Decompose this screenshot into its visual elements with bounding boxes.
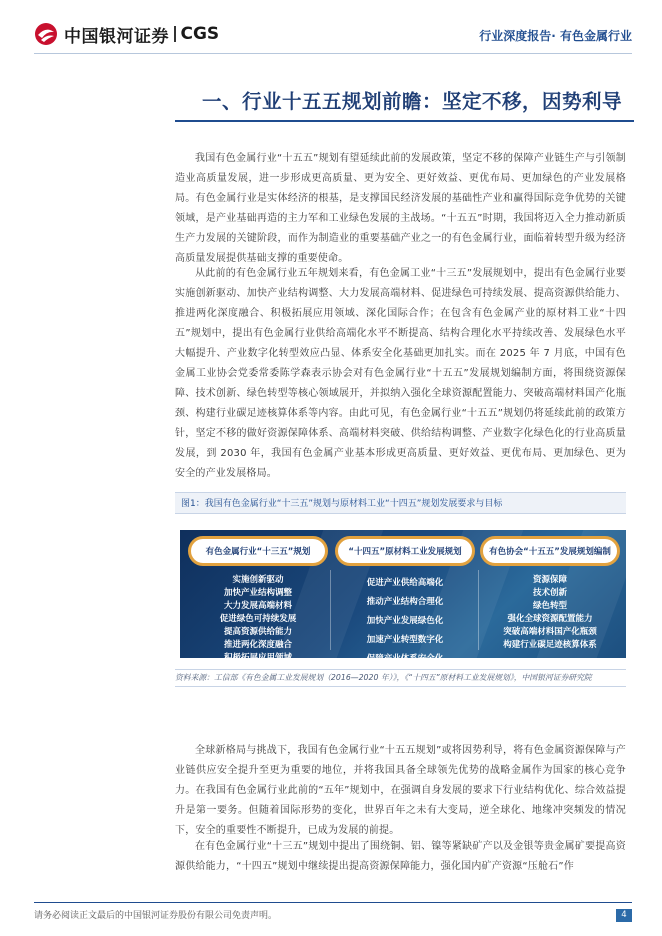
column-item: 绿色转型 — [532, 601, 567, 611]
figure-column-13th — [188, 536, 328, 665]
column-items — [480, 574, 620, 652]
body-paragraph-3: 全球新格局与挑战下，我国有色金属行业“十五五规划”或将因势利导，将有色金属资源保障与产业链供应安全提升至更为重要的地位，并将我国具备全球领先优势的战略金属作为国家的核心竞争力。在我国有色金属行业此前的“五年”规划中，在强调自身发展的要求下行业结构优化、综合效益提升是第一要务。但随着国际形势的变化，世界百年之未有大变局，逆全球化、地缘冲突频发的情况下，安全的重要性不断提升，已成为发展的前提。 — [175, 745, 626, 836]
column-divider — [478, 570, 479, 650]
logo-english-name: CGS — [180, 24, 220, 44]
company-logo — [34, 21, 219, 47]
body-paragraph-4: 在有色金属行业“十三五”规划中提出了围绕铜、铝、镍等紧缺矿产以及金银等贵金属矿要提高资源供给能力，“十四五”规划中继续提出提高资源保障能力，强化国内矿产资源“压舱石”作 — [175, 841, 626, 872]
section-title: 一、行业十五五规划前瞻：坚定不移，因势利导 — [201, 90, 622, 113]
figure-source: 资料来源：工信部《有色金属工业发展规划（2016—2020 年）》，《“十四五”原材料工业发展规划》，中国银河证券研究院 — [175, 669, 626, 687]
column-item: 促进产业供给高端化 — [366, 578, 444, 588]
footer-disclaimer: 请务必阅读正文最后的中国银河证券股份有限公司免责声明。 — [34, 911, 278, 921]
column-item: 强化全球资源配置能力 — [507, 614, 593, 624]
planning-figure — [180, 530, 626, 664]
column-item: 加速产业转型数字化 — [366, 635, 444, 645]
page-number: 4 — [616, 909, 632, 922]
column-item: 大力发展高端材料 — [223, 601, 292, 611]
column-item: 保障产业体系安全化 — [366, 654, 444, 664]
figure-column-14th — [335, 536, 475, 669]
column-item: 积极拓展应用领域 — [223, 653, 292, 663]
cgs-logo-icon — [34, 22, 58, 46]
column-item: 加快产业结构调整 — [223, 588, 292, 598]
column-items — [188, 574, 328, 665]
column-item: 促进绿色可持续发展 — [219, 614, 297, 624]
figure-caption: 图1：我国有色金属行业“十三五”规划与原材料工业“十四五”规划发展要求与目标 — [175, 492, 626, 514]
column-item: 技术创新 — [532, 588, 567, 598]
column-divider — [330, 570, 331, 650]
column-item: 突破高端材料国产化瓶颈 — [503, 627, 597, 637]
column-item: 推动产业结构合理化 — [366, 597, 444, 607]
column-item: 资源保障 — [532, 575, 567, 585]
column-heading: “十四五”原材料工业发展规划 — [335, 536, 475, 566]
column-item: 提高资源供给能力 — [223, 627, 292, 637]
column-heading: 有色协会“十五五”发展规划编制 — [480, 536, 620, 566]
body-paragraph-2: 从此前的有色金属行业五年规划来看，有色金属工业“十三五”发展规划中，提出有色金属行业要实施创新驱动、加快产业结构调整、大力发展高端材料、促进绿色可持续发展、提高资源供给能力、推进两化深度融合、积极拓展应用领域、深化国际合作；在包含有色金属产业的原材料工业“十四五”规划中，提出有色金属行业供给高端化水平不断提高、结构合理化水平持续改善、发展绿色水平大幅提升、产业数字化转型效应凸显、体系安全化基础更加扎实。而在 2025 年 7 月底，中国有色金属工业协会党委常委陈学森表示协会对有色金属行业“十五五”发展规划编制方面，将围绕资源保障、技术创新、绿色转型等核心领域展开，并拟纳入强化全球资源配置能力、突破高端材料国产化瓶颈、构建行业碳足迹核算体系等内容。由此可见，有色金属行业“十五五”规划仍将延续此前的政策方针，坚定不移的做好资源保障体系、高端材料突破、供给结构调整、产业数字化绿色化的行业高质量发展，到 2030 年，我国有色金属产业基本形成更高质量、更好效益、更优布局、更加绿色、更为安全的产业发展格局。 — [175, 268, 626, 479]
footer-divider — [34, 902, 632, 903]
figure-column-15th — [480, 536, 620, 652]
report-type: 行业深度报告· 有色金属行业 — [479, 29, 632, 43]
column-heading: 有色金属行业“十三五”规划 — [188, 536, 328, 566]
page-header — [0, 0, 662, 62]
column-item: 构建行业碳足迹核算体系 — [503, 640, 597, 650]
column-item: 加快产业发展绿色化 — [366, 616, 444, 626]
column-item: 实施创新驱动 — [232, 575, 284, 585]
column-item: 推进两化深度融合 — [223, 640, 292, 650]
body-paragraph-1: 我国有色金属行业“十五五”规划有望延续此前的发展政策，坚定不移的保障产业链生产与引领制造业高质量发展，进一步形成更高质量、更为安全、更好效益、更优布局、更加绿色的产业发展格局。有色金属行业是实体经济的根基，是支撑国民经济发展的基础性产业和赢得国际竞争优势的关键领域，是产业基础再造的主力军和工业绿色发展的主战场。“十五五”时期，我国将迈入全力推动新质生产力发展的关键阶段，而作为制造业的重要基础产业之一的有色金属行业，面临着转型升级为经济高质量发展提供基础支撑的重要使命。 — [175, 153, 626, 264]
logo-chinese-name: 中国银河证券 — [64, 26, 169, 47]
header-divider — [34, 53, 632, 54]
section-title-rule — [175, 120, 634, 122]
logo-divider — [174, 26, 176, 42]
column-items — [335, 574, 475, 669]
